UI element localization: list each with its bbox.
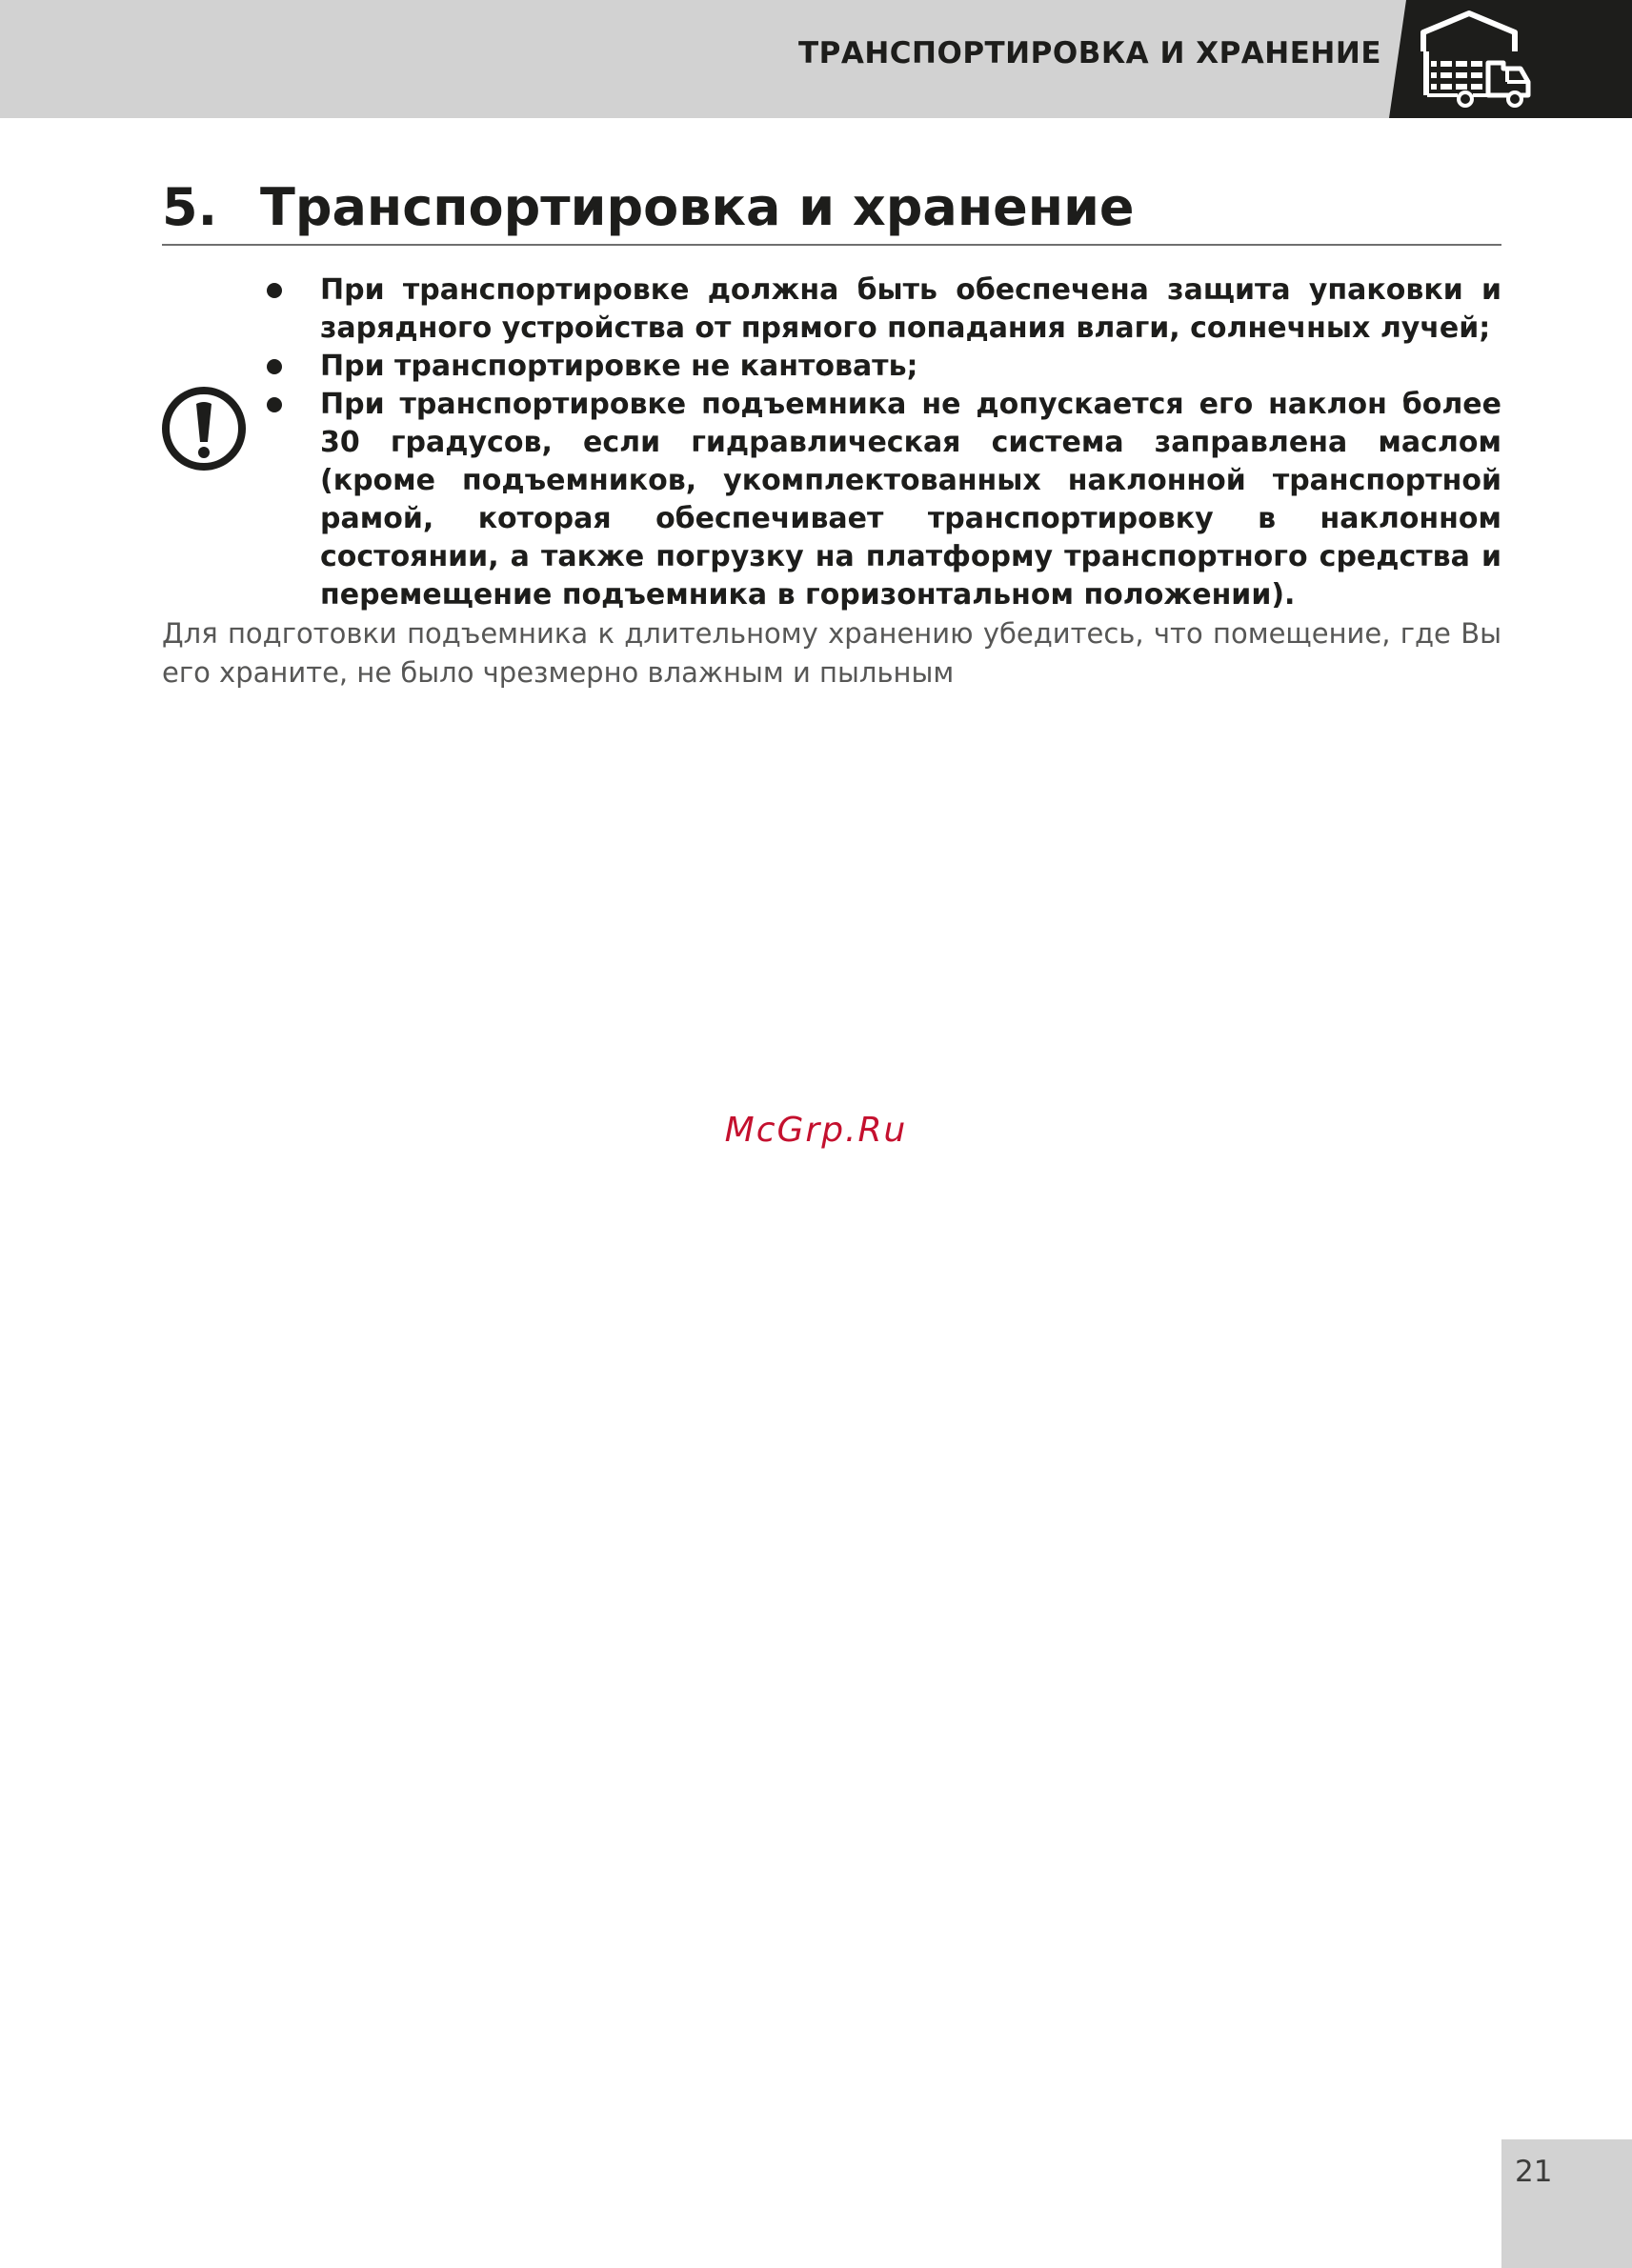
watermark: McGrp.Ru bbox=[724, 1111, 908, 1150]
page-number-box bbox=[1501, 2139, 1632, 2268]
warehouse-truck-icon bbox=[1389, 0, 1632, 118]
list-item-text: При транспортировке не кантовать; bbox=[320, 350, 918, 383]
list-item-text: При транспортировке должна быть обеспечена защита упаковки и зарядного устройства от прямого попадания влаги, солнечных лучей; bbox=[320, 273, 1501, 345]
header-bar bbox=[0, 0, 1632, 118]
storage-paragraph: Для подготовки подъемника к длительному хранению убедитесь, что помещение, где Вы его храните, не было чрезмерно влажным и пыльным bbox=[162, 617, 1501, 689]
list-item-text: При транспортировке подъемника не допускается его наклон более 30 градусов, если гидравлическая система заправлена маслом (кроме подъемников, укомплектованных наклонной транспортной рамой, которая обеспечивает транспортировку в наклонном состоянии, а также погрузку на платформу транспортного средства и перемещение подъемника в горизонтальном положении). bbox=[320, 388, 1501, 612]
section-title: Транспортировка и хранение bbox=[260, 177, 1135, 237]
list-item bbox=[263, 348, 1501, 386]
section-number: 5. bbox=[162, 177, 218, 237]
title-divider bbox=[162, 244, 1501, 246]
list-item bbox=[263, 271, 1501, 348]
list-item bbox=[263, 386, 1501, 614]
page-number: 21 bbox=[1515, 2155, 1553, 2189]
bullet-icon bbox=[267, 359, 282, 374]
exclamation-circle-icon bbox=[160, 385, 248, 472]
warning-list bbox=[263, 271, 1501, 614]
page-title bbox=[162, 177, 1135, 237]
header-title: ТРАНСПОРТИРОВКА И ХРАНЕНИЕ bbox=[797, 36, 1381, 70]
bullet-icon bbox=[267, 397, 282, 412]
bullet-icon bbox=[267, 283, 282, 298]
